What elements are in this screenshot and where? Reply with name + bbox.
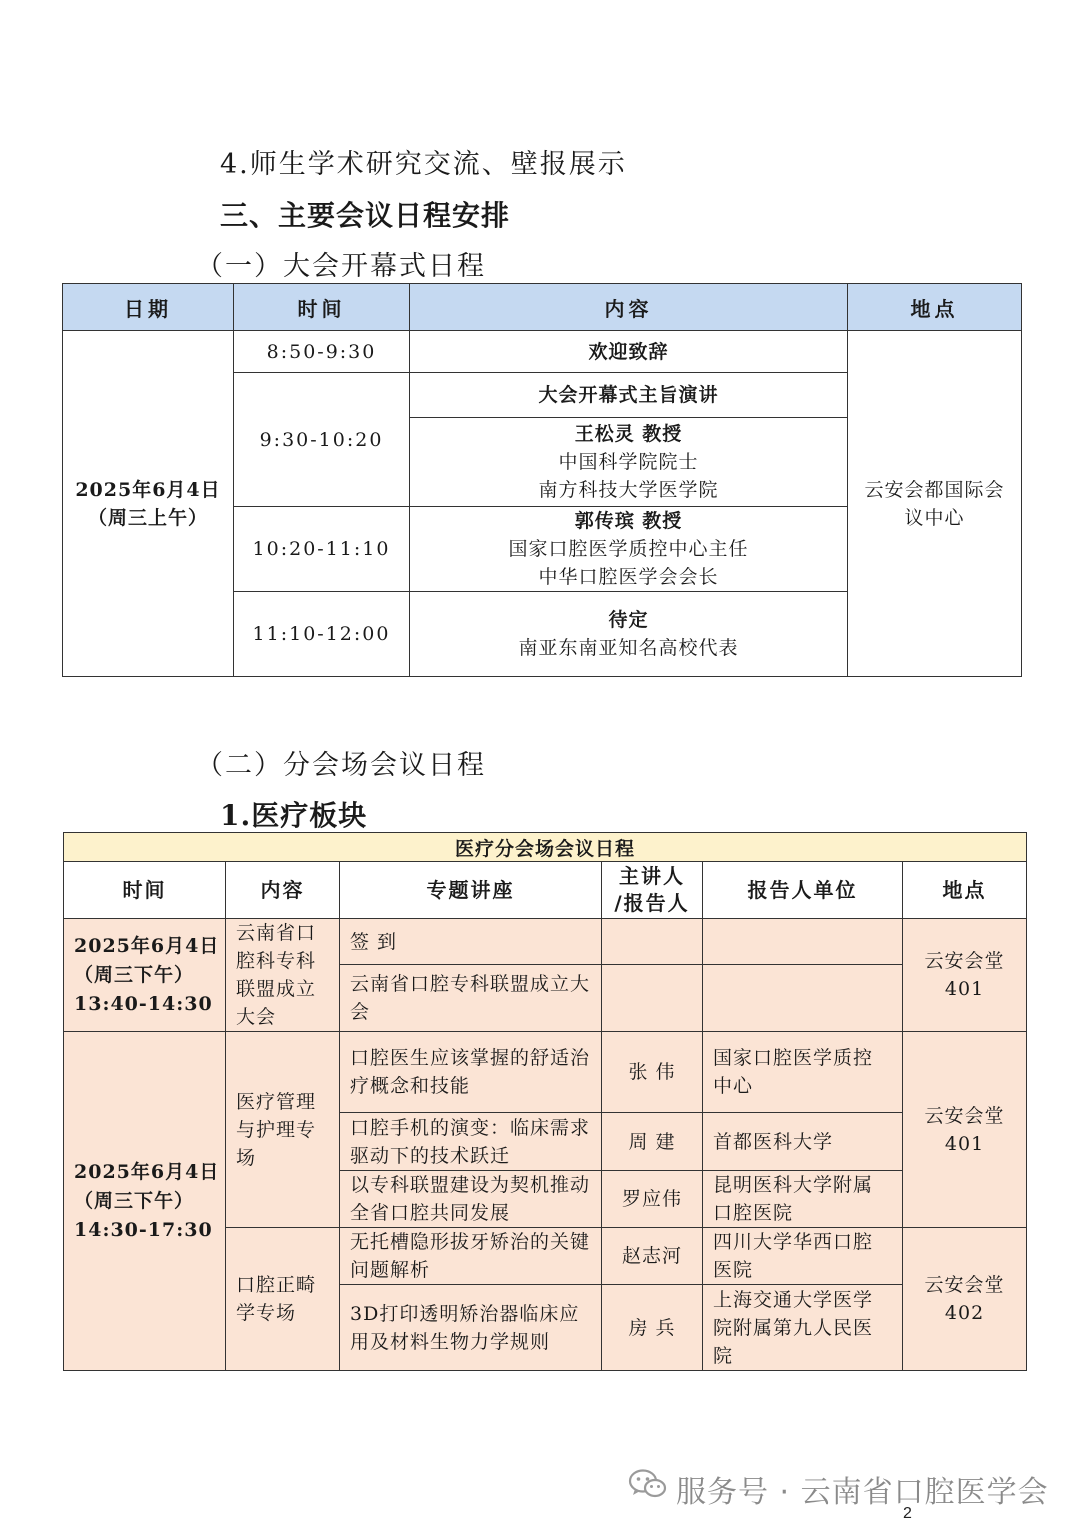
speaker-affiliation: 南亚东南亚知名高校代表 bbox=[518, 637, 739, 659]
weekday-line: （周三下午） bbox=[74, 1189, 195, 1212]
speaker-affiliation: 南方科技大学医学院 bbox=[538, 479, 719, 501]
section-3-heading: 三、主要会议日程安排 bbox=[220, 199, 511, 232]
opening-weekday-line: （周三上午） bbox=[87, 506, 208, 529]
topic-cell: 口腔医生应该掌握的舒适治疗概念和技能 bbox=[340, 1032, 602, 1113]
speaker-name: 郭传瑸 教授 bbox=[574, 510, 683, 532]
speaker-cell: 周 建 bbox=[602, 1113, 703, 1171]
header-time: 时间 bbox=[234, 284, 410, 331]
speaker-title: 中国科学院院士 bbox=[558, 451, 699, 473]
time-cell: 9:30-10:20 bbox=[234, 373, 410, 507]
session-content-cell: 医疗管理与护理专场 bbox=[226, 1032, 340, 1228]
table-caption: 医疗分会场会议日程 bbox=[64, 833, 1027, 862]
weekday-line: （周三下午） bbox=[74, 963, 195, 986]
topic-cell: 3D打印透明矫治器临床应用及材料生物力学规则 bbox=[340, 1285, 602, 1371]
group1-date-cell bbox=[64, 919, 226, 1032]
speaker-title: 国家口腔医学质控中心主任 bbox=[508, 538, 749, 560]
session-content-cell: 口腔正畸学专场 bbox=[226, 1228, 340, 1371]
opening-subheading: （一）大会开幕式日程 bbox=[196, 251, 486, 282]
item-4-heading: 4.师生学术研究交流、壁报展示 bbox=[220, 149, 627, 180]
unit-cell bbox=[703, 919, 903, 965]
time-range-line: 13:40-14:30 bbox=[74, 992, 213, 1015]
topic-cell: 签 到 bbox=[340, 919, 602, 965]
watermark-text: 服务号 · 云南省口腔医学会 bbox=[676, 1475, 1049, 1510]
time-cell: 10:20-11:10 bbox=[234, 507, 410, 592]
speaker-cell: 罗应伟 bbox=[602, 1171, 703, 1228]
time-range-line: 14:30-17:30 bbox=[74, 1218, 213, 1241]
speaker-cell bbox=[410, 418, 848, 507]
header-date: 日期 bbox=[63, 284, 234, 331]
speaker-affiliation: 中华口腔医学会会长 bbox=[538, 566, 719, 588]
table-header-row bbox=[64, 862, 1027, 919]
opening-venue-cell bbox=[848, 331, 1022, 677]
venue-room: 401 bbox=[944, 978, 985, 1000]
table-row bbox=[63, 331, 1022, 373]
venue-name: 云安会堂 bbox=[924, 1274, 1005, 1296]
speaker-cell bbox=[602, 919, 703, 965]
header-venue: 地点 bbox=[903, 862, 1027, 919]
table-row bbox=[64, 919, 1027, 965]
venue-line: 议中心 bbox=[904, 506, 965, 529]
header-speaker-line1: 主讲人 bbox=[619, 864, 685, 888]
topic-cell: 以专科联盟建设为契机推动全省口腔共同发展 bbox=[340, 1171, 602, 1228]
header-time: 时间 bbox=[64, 862, 226, 919]
header-content: 内容 bbox=[410, 284, 848, 331]
venue-name: 云安会堂 bbox=[924, 1104, 1005, 1127]
venue-room: 402 bbox=[944, 1302, 985, 1324]
sub-venue-subheading: （二）分会场会议日程 bbox=[196, 750, 486, 781]
speaker-cell: 张 伟 bbox=[602, 1032, 703, 1113]
time-cell: 11:10-12:00 bbox=[234, 592, 410, 677]
topic-cell: 无托槽隐形拔牙矫治的关键问题解析 bbox=[340, 1228, 602, 1285]
unit-cell: 首都医科大学 bbox=[703, 1113, 903, 1171]
speaker-cell bbox=[410, 507, 848, 592]
keynote-title-cell: 大会开幕式主旨演讲 bbox=[410, 373, 848, 418]
header-content: 内容 bbox=[226, 862, 340, 919]
header-speaker bbox=[602, 862, 703, 919]
page-number: 2 bbox=[903, 1505, 912, 1522]
group2-date-cell bbox=[64, 1032, 226, 1371]
wechat-icon bbox=[628, 1468, 668, 1500]
header-speaker-line2: /报告人 bbox=[614, 891, 690, 915]
topic-cell: 云南省口腔专科联盟成立大会 bbox=[340, 965, 602, 1032]
topic-cell: 口腔手机的演变：临床需求驱动下的技术跃迁 bbox=[340, 1113, 602, 1171]
date-line: 2025年6月4日 bbox=[74, 1160, 220, 1183]
opening-schedule-table bbox=[62, 283, 1022, 677]
medical-block-heading: 1.医疗板块 bbox=[220, 799, 368, 832]
venue-cell bbox=[903, 1228, 1027, 1371]
table-row bbox=[64, 1032, 1027, 1113]
table-header-row bbox=[63, 284, 1022, 331]
date-line: 2025年6月4日 bbox=[74, 934, 220, 957]
speaker-cell bbox=[410, 592, 848, 677]
time-cell: 8:50-9:30 bbox=[234, 331, 410, 373]
venue-line: 云安会都国际会 bbox=[864, 478, 1005, 501]
venue-name: 云安会堂 bbox=[924, 950, 1005, 972]
unit-cell: 国家口腔医学质控中心 bbox=[703, 1032, 903, 1113]
speaker-cell: 赵志河 bbox=[602, 1228, 703, 1285]
unit-cell: 四川大学华西口腔医院 bbox=[703, 1228, 903, 1285]
unit-cell: 昆明医科大学附属口腔医院 bbox=[703, 1171, 903, 1228]
speaker-name: 待定 bbox=[608, 609, 649, 631]
header-venue: 地点 bbox=[848, 284, 1022, 331]
venue-room: 401 bbox=[944, 1132, 985, 1155]
opening-date-cell bbox=[63, 331, 234, 677]
medical-schedule-table bbox=[63, 832, 1027, 1371]
unit-cell: 上海交通大学医学院附属第九人民医院 bbox=[703, 1285, 903, 1371]
speaker-name: 王松灵 教授 bbox=[574, 423, 683, 445]
speaker-cell bbox=[602, 965, 703, 1032]
speaker-cell: 房 兵 bbox=[602, 1285, 703, 1371]
unit-cell bbox=[703, 965, 903, 1032]
header-topic: 专题讲座 bbox=[340, 862, 602, 919]
header-unit: 报告人单位 bbox=[703, 862, 903, 919]
welcome-cell: 欢迎致辞 bbox=[410, 331, 848, 373]
venue-cell bbox=[903, 919, 1027, 1032]
alliance-content-cell: 云南省口腔科专科联盟成立大会 bbox=[226, 919, 340, 1032]
venue-cell bbox=[903, 1032, 1027, 1228]
caption-row bbox=[64, 833, 1027, 862]
opening-date-line: 2025年6月4日 bbox=[75, 478, 221, 501]
